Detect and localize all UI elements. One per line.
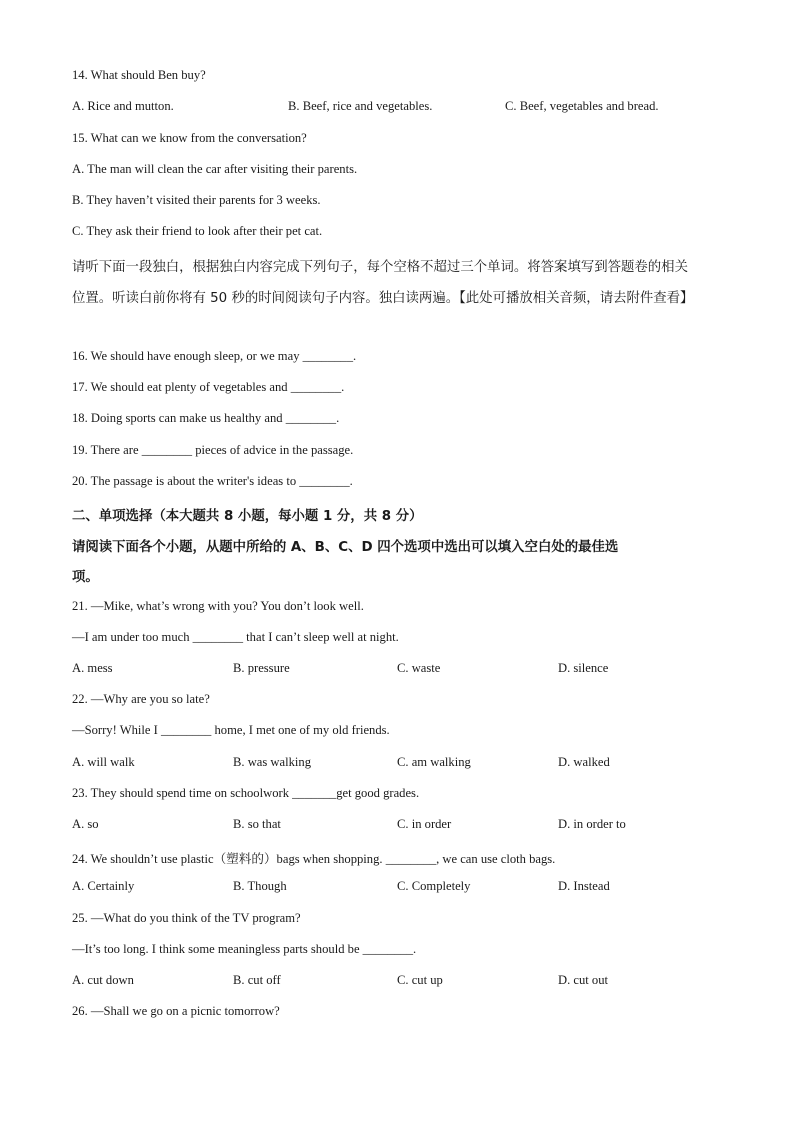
q24-option-b: B. Though [233, 879, 287, 893]
q15-stem: 15. What can we know from the conversation? [72, 131, 307, 145]
q25-line2: —It’s too long. I think some meaningless parts should be ________. [72, 942, 417, 956]
section2-instructions-line2: 项。 [72, 570, 99, 585]
q21-option-d: D. silence [558, 661, 609, 675]
section2-instructions-line1: 请阅读下面各个小题，从题中所给的 A、B、C、D 四个选项中选出可以填入空白处的最佳选 [72, 540, 619, 555]
q21-line1: 21. —Mike, what’s wrong with you? You don’t look well. [72, 599, 364, 613]
q21-option-c: C. waste [397, 661, 441, 675]
q21-option-a: A. mess [72, 661, 113, 675]
q22-option-d: D. walked [558, 755, 610, 769]
q24-option-c: C. Completely [397, 879, 471, 893]
q25-line1: 25. —What do you think of the TV program? [72, 911, 301, 925]
q21-option-b: B. pressure [233, 661, 290, 675]
q15-option-b: B. They haven’t visited their parents for 3 weeks. [72, 193, 321, 207]
question-20: 20. The passage is about the writer's ideas to ________. [72, 474, 353, 488]
q14-option-a: A. Rice and mutton. [72, 99, 174, 113]
q21-line2: —I am under too much ________ that I can’t sleep well at night. [72, 630, 399, 644]
q22-line1: 22. —Why are you so late? [72, 692, 210, 706]
q25-option-b: B. cut off [233, 973, 281, 987]
q24-option-a: A. Certainly [72, 879, 135, 893]
q23-option-d: D. in order to [558, 817, 626, 831]
q14-stem: 14. What should Ben buy? [72, 68, 206, 82]
q25-option-c: C. cut up [397, 973, 443, 987]
monologue-instructions-line1: 请听下面一段独白，根据独白内容完成下列句子，每个空格不超过三个单词。将答案填写到答题卷的相关 [72, 260, 688, 275]
q25-option-d: D. cut out [558, 973, 609, 987]
question-19: 19. There are ________ pieces of advice in the passage. [72, 443, 354, 457]
question-16: 16. We should have enough sleep, or we may ________. [72, 349, 357, 363]
q22-option-b: B. was walking [233, 755, 312, 769]
q14-option-b: B. Beef, rice and vegetables. [288, 99, 433, 113]
monologue-instructions-line2: 位置。听读白前你将有 50 秒的时间阅读句子内容。独白读两遍。【此处可播放相关音频，请去附件查看】 [72, 291, 694, 306]
q22-option-a: A. will walk [72, 755, 135, 769]
q15-option-a: A. The man will clean the car after visiting their parents. [72, 162, 358, 176]
q23-option-b: B. so that [233, 817, 281, 831]
q22-line2: —Sorry! While I ________ home, I met one of my old friends. [72, 723, 390, 737]
question-18: 18. Doing sports can make us healthy and ________. [72, 411, 340, 425]
q24-line1: 24. We shouldn’t use plastic（塑料的）bags when shopping. ________, we can use cloth bags. [72, 852, 556, 866]
q23-option-a: A. so [72, 817, 99, 831]
q24-option-d: D. Instead [558, 879, 610, 893]
q22-option-c: C. am walking [397, 755, 471, 769]
question-17: 17. We should eat plenty of vegetables and ________. [72, 380, 345, 394]
q23-option-c: C. in order [397, 817, 452, 831]
q23-line1: 23. They should spend time on schoolwork _______get good grades. [72, 786, 420, 800]
q25-option-a: A. cut down [72, 973, 134, 987]
q26-line1: 26. —Shall we go on a picnic tomorrow? [72, 1004, 280, 1018]
q14-option-c: C. Beef, vegetables and bread. [505, 99, 659, 113]
section2-heading: 二、单项选择（本大题共 8 小题，每小题 1 分，共 8 分） [72, 509, 423, 524]
q15-option-c: C. They ask their friend to look after their pet cat. [72, 224, 323, 238]
